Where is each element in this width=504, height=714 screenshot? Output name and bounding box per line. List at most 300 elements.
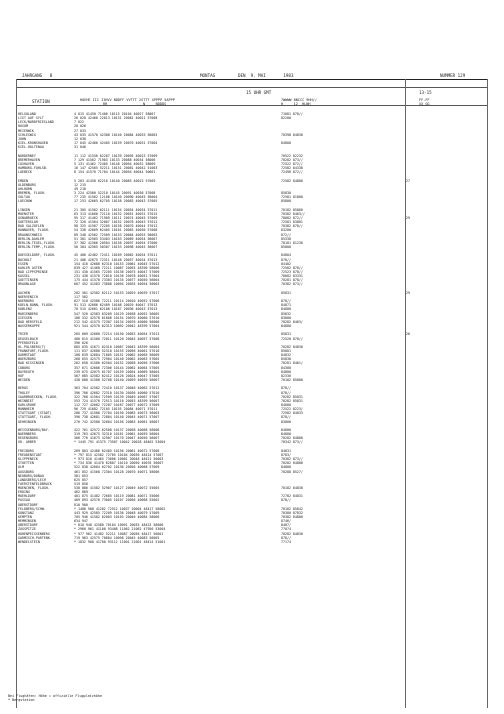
station-name: BERLIN-TEGEL,FLUGH. — [18, 240, 56, 245]
station-name: FRANKFURT,FLUGH. — [18, 348, 50, 353]
station-name: CUXHAVEN — [18, 161, 34, 166]
station-synop: 70382 873// — [281, 282, 303, 287]
station-observation: * 1445 791 41375 73507 10042 20028 48402 53004 — [74, 440, 166, 445]
station-synop: 70382 878// — [281, 224, 303, 229]
station-group — [18, 386, 488, 423]
station-synop: 70382 84800 — [281, 515, 303, 520]
frame-left — [16, 79, 17, 708]
station-synop: 72582 84330 — [281, 165, 303, 170]
station-observation: 286 737 41580 72704 10150 20083 40073 56003 — [74, 411, 160, 416]
station-observation: 607 452 41583 73808 10094 20035 40054 50003 — [74, 282, 160, 287]
station-observation: 322 708 41564 72509 10139 20049 40067 57007 — [74, 394, 160, 399]
station-observation: * 810 948 42580 70104 10091 20035 48423 58006 — [74, 523, 164, 528]
station-name: HOHENPEISSENBERG — [18, 531, 50, 536]
station-observation: 553 724 41576 72513 10116 20053 48399 56007 — [74, 398, 160, 403]
station-observation: 422 761 42572 62508 10137 20058 40068 56008 — [74, 427, 160, 432]
station-synop: 70182 84830 — [281, 486, 303, 491]
station-synop: 85830 — [281, 357, 291, 362]
station-name: MANNHEIM — [18, 407, 34, 412]
station-synop: 84800 — [281, 427, 291, 432]
station-observation: 11 112 41556 62207 10139 20095 40023 57009 — [74, 153, 158, 158]
station-observation: 27 033 — [74, 128, 86, 133]
station-synop: 83800 — [281, 315, 291, 320]
station-name: MUENCHEN, FLUGH. — [18, 486, 50, 491]
station-name: SAARBRUECKEN, FLUGH. — [18, 394, 58, 399]
station-observation: 319 763 42675 32310 10161 20061 40059 56004 — [74, 432, 160, 437]
station-name: BAD SALZUFLEN — [18, 224, 44, 229]
station-name: NORDERNEY — [18, 153, 36, 158]
station-observation: 117 502 — [74, 294, 88, 299]
station-name: SOLTAU — [18, 195, 30, 200]
station-synop: 85800 — [281, 244, 291, 249]
station-observation: 31 046 — [74, 145, 86, 150]
station-name: EMDEN — [18, 178, 28, 183]
station-row — [18, 282, 488, 286]
station-synop: 70380 87832 — [281, 510, 303, 515]
station-name: STUTTGART (STADT) — [18, 411, 52, 416]
station-observation: 705 946 41582 62003 10103 20046 40084 58006 — [74, 515, 160, 520]
station-name: WASSERKUPPE — [18, 323, 40, 328]
station-synop: 8487/ — [281, 523, 291, 528]
station-name: ESSEN — [18, 261, 28, 266]
station-synop: 878// — [281, 386, 291, 391]
station-synop: 70181 81230 — [281, 240, 303, 245]
station-observation: 108 639 42684 71805 10151 20062 40065 56009 — [74, 353, 160, 358]
station-synop: 72498 872// — [281, 170, 303, 175]
station-observation: 151 430 41565 72205 10136 20075 40047 57009 — [74, 269, 160, 274]
column-synop: 7WWWW 8NCCC 9HH// — [281, 98, 317, 102]
station-observation: 461 852 41560 72304 10128 20070 40071 58006 — [74, 469, 160, 474]
station-observation: 111 637 42680 52310 10155 20056 40061 57010 — [74, 348, 160, 353]
station-name: OSNABRUECK — [18, 215, 38, 220]
station-observation: 77 235 41562 12106 10140 20090 40045 58004 — [74, 195, 158, 200]
station-observation: 381 853 — [74, 473, 88, 478]
station-observation: 239 675 42675 61707 10159 20054 40069 56004 — [74, 369, 160, 374]
station-observation: 26 020 42460 22013 10131 20081 40021 57008 — [74, 116, 158, 121]
date-label: DEN 9. MAI 1983 — [238, 73, 294, 78]
station-name: STOETTEN — [18, 461, 34, 466]
station-name: DEUSELBACH — [18, 336, 38, 341]
station-name: OBERSTDORF — [18, 502, 38, 507]
station-synop: 72581 81800 — [281, 195, 303, 200]
station-name: HL.POLSBERG(T) — [18, 344, 46, 349]
station-observation: 16 147 42565 52211 10151 20081 40042 51003 — [74, 165, 158, 170]
station-observation: 567 685 42582 62412 10126 20024 40047 57005 — [74, 373, 160, 378]
station-synop: 70522 82232 — [281, 153, 303, 158]
station-observation: 12 038 — [74, 136, 86, 141]
station-observation: 28 026 — [74, 124, 86, 129]
station-name: FREUDENSTADT — [18, 452, 42, 457]
station-synop: 83800 — [281, 419, 291, 424]
station-group — [18, 208, 488, 249]
column-wind-sub: XX GG — [419, 102, 430, 106]
hours-range: 13-15 — [419, 90, 432, 95]
issue-number: NUMMER 129 — [440, 73, 466, 78]
station-observation: 805 635 41671 62410 10087 20043 48399 56004 — [74, 344, 160, 349]
station-name: WENDELSTEIN — [18, 539, 40, 544]
station-name: MEMMINGEN — [18, 519, 36, 524]
station-name: MUEHLDORF — [18, 494, 36, 499]
station-observation: 89 348 42562 72509 10153 20064 40053 56003 — [74, 232, 158, 237]
station-observation: 91 513 42686 62409 10168 20029 40047 57013 — [74, 303, 158, 308]
station-synop: 70282 84800 — [281, 461, 303, 466]
station-name: COBURG — [18, 365, 30, 370]
station-synop: 70398 84830 — [281, 132, 303, 137]
station-name: KOBLENZ — [18, 307, 32, 312]
station-group — [18, 253, 488, 286]
station-observation: 276 742 42580 32604 10156 20063 40061 56007 — [74, 419, 160, 424]
station-group — [18, 154, 488, 175]
station-name: ULM — [18, 465, 24, 470]
station-observation: 921 544 42570 62313 10092 20042 48399 57004 — [74, 323, 160, 328]
station-observation: 17 045 42466 42405 10159 20070 40031 57004 — [74, 140, 158, 145]
station-observation: 8 154 41570 71704 10144 20094 40044 50001 — [74, 170, 156, 175]
station-name: THOLEY — [18, 390, 30, 395]
volume-label: JAHRGANG 8 — [22, 73, 53, 78]
station-name: LINGEN — [18, 207, 30, 212]
station-observation: 262 658 41580 62504 10152 20058 40056 57006 — [74, 361, 160, 366]
station-observation: * 1832 980 41700 93112 11001 21001 48414 51001 — [74, 539, 166, 544]
station-synop: 70281 8461/ — [281, 361, 303, 366]
station-synop: 878// — [281, 535, 291, 540]
station-name: PFERDSFELD — [18, 340, 38, 345]
station-synop: 70382 873// — [281, 457, 303, 462]
station-synop: 78082 872// — [281, 215, 303, 220]
station-observation: 154 410 42686 62310 10153 20061 40045 57012 — [74, 261, 160, 266]
station-synop: 70182 85800 — [281, 377, 303, 382]
station-observation: 462 869 — [74, 490, 88, 495]
station-observation: 396 626 — [74, 340, 88, 345]
station-row — [18, 378, 488, 382]
station-synop: 70282 84830 — [281, 344, 303, 349]
station-observation: * 1486 908 41282 72512 10037 20004 48417 58002 — [74, 506, 166, 511]
station-observation: 265 609 42680 72214 10150 20053 40054 57013 — [74, 332, 160, 337]
station-name: WEINBIET — [18, 398, 34, 403]
station-synop: 82200 — [281, 116, 291, 121]
station-name: GIESSEN — [18, 315, 32, 320]
station-name: WEISSENBURG/BAY. — [18, 427, 50, 432]
station-observation: * 2960 961 41100 93408 11062 21062 47956 53004 — [74, 527, 166, 532]
station-name: ZUGSPITZE — [18, 527, 36, 532]
station-observation: 547 526 42583 63209 10129 20038 40052 56005 — [74, 311, 160, 316]
station-synop: 70182 85842 — [281, 506, 303, 511]
station-synop: 84832 — [281, 353, 291, 358]
station-name: MARIENBERG — [18, 311, 38, 316]
station-synop: 84800 — [281, 307, 291, 312]
footnote-airports: Bei Flughäfen: Höhe = offizielle Flugplatzhöhe — [8, 694, 102, 698]
station-name: OBERSTDORF — [18, 523, 38, 528]
station-observation: 438 688 41580 52708 10140 20059 40059 56007 — [74, 377, 160, 382]
station-name: DARMSTADT — [18, 353, 36, 358]
station-name: TRIER — [18, 332, 28, 337]
station-name: KEMPTEN — [18, 515, 32, 520]
station-name: KARLSRUHE — [18, 402, 36, 407]
station-name: KIEL-HOLTENAU — [18, 145, 44, 150]
station-synop: 85801 — [281, 348, 291, 353]
station-wind: 26 — [406, 332, 410, 337]
station-observation: 396 706 42682 72310 10130 20036 40060 57010 — [74, 390, 160, 395]
station-synop: 84402 — [281, 261, 291, 266]
station-synop: 84300 — [281, 365, 291, 370]
station-synop: 84800 — [281, 369, 291, 374]
station-name: KIEL-KRONSHAGEN — [18, 140, 48, 145]
station-name: AUGSBURG — [18, 469, 34, 474]
station-name: KONSTANZ — [18, 510, 34, 515]
station-synop: 70282 84830 — [281, 531, 303, 536]
header-rule-2 — [16, 87, 488, 88]
station-name: NUERBURG — [18, 299, 34, 304]
station-observation: 269 803 42486 62405 10156 20061 40072 57008 — [74, 448, 160, 453]
column-synop-sub: H 12 HLNH — [281, 102, 311, 106]
station-observation: 625 857 — [74, 477, 88, 482]
footnote-mountain: * Bergstation — [8, 698, 35, 703]
station-name: BREMERHAVEN — [18, 157, 40, 162]
station-name: NUERNBERG — [18, 432, 36, 437]
station-synop: 77074 — [281, 527, 291, 532]
station-name: AACHEN — [18, 290, 30, 295]
station-group — [18, 449, 488, 544]
station-observation: 401 875 41482 72605 10119 20081 40071 55006 — [74, 494, 160, 499]
station-observation: 43 035 41570 42308 10140 20084 40033 56003 — [74, 132, 158, 137]
station-name: BERLIN-TEMP.,FLUGH. — [18, 244, 56, 249]
station-observation: 4 015 41450 71406 10115 20104 40027 58007 — [74, 112, 156, 116]
station-name: GUETERSLOH — [18, 220, 38, 225]
station-name: JOHN — [18, 136, 26, 141]
station-synop: 72581 83801 — [281, 220, 303, 225]
station-synop: 8783/ — [281, 452, 291, 457]
station-synop: 70282 85831 — [281, 398, 303, 403]
station-observation: 45 400 42462 72411 10169 20062 40034 57011 — [74, 253, 158, 258]
station-synop: 72520 878// — [281, 336, 303, 341]
station-observation: 49 218 — [74, 186, 86, 191]
station-observation: 98 325 41567 72205 10158 20070 40044 57012 — [74, 224, 158, 229]
station-observation: 634 947 — [74, 519, 88, 524]
station-name: MUENSTER — [18, 211, 34, 216]
station-synop: 70281 878// — [281, 278, 303, 283]
station-synop: 872// — [281, 232, 291, 237]
station-name: MEIERWIK — [18, 128, 34, 133]
station-observation: 96 729 41682 72105 10155 20084 40071 57011 — [74, 407, 158, 412]
station-observation: 21 406 42675 72311 10148 20057 40034 57013 — [74, 257, 158, 262]
station-observation: 522 838 42684 62702 10136 20056 40068 57009 — [74, 465, 160, 470]
station-synop: 70382 8463// — [281, 211, 305, 216]
station-observation: 54 338 42669 62405 10161 20063 40050 57008 — [74, 228, 158, 233]
station-observation: * 977 962 41482 52211 10087 20056 48417 56001 — [74, 531, 164, 536]
station-name: BAD HERSFELD — [18, 319, 42, 324]
station-name: BERUS — [18, 386, 28, 391]
station-row — [18, 324, 488, 328]
station-observation: 186 532 42578 61608 10154 20070 40060 57010 — [74, 315, 160, 320]
station-observation: 719 963 42575 70804 10098 20045 40083 56005 — [74, 535, 160, 540]
station-group — [18, 332, 488, 382]
station-observation: 480 615 41580 72011 10120 20045 40057 57008 — [74, 336, 160, 341]
station-observation: 839 427 41460 72211 10087 20055 48390 58006 — [74, 265, 160, 270]
station-observation: 95 317 41462 71909 10111 20074 40045 57009 — [74, 215, 158, 220]
station-name: GARMISCH-PARTENK. — [18, 535, 52, 540]
station-name: REGENSBURG — [18, 436, 38, 441]
station-name: FUERSTENFELDBRUCK — [18, 481, 52, 486]
station-name: HOF — [18, 373, 24, 378]
station-group — [18, 428, 488, 445]
station-synop: 85832 — [281, 311, 291, 316]
column-observation: HOEHE III IIHVV NDDFF VVTTT 2STTT 4PPPP 5APPP — [80, 98, 175, 102]
station-observation: 70 515 42661 62108 10187 20036 40043 57013 — [74, 307, 158, 312]
station-observation: 5 203 41458 62216 10140 20085 40023 57009 — [74, 178, 156, 183]
station-synop: 70282 84800 — [281, 436, 303, 441]
station-name: BAYREUTH — [18, 369, 34, 374]
station-name: SCHLESWIG — [18, 132, 36, 137]
station-table — [18, 112, 488, 548]
station-observation: 366 776 41675 42907 10170 20047 40050 56007 — [74, 436, 160, 441]
station-name: GOETTINGEN — [18, 278, 38, 283]
station-synop: 878// — [281, 299, 291, 304]
station-name: LUECHOW — [18, 199, 32, 204]
station-name: FREIBURG — [18, 448, 34, 453]
station-synop: 878// — [281, 498, 291, 503]
header-top-rule — [16, 79, 488, 80]
station-observation: 112 727 42682 72207 10167 20077 40072 57009 — [74, 402, 160, 407]
station-synop: 77174 — [281, 539, 291, 544]
station-name: KAHLER ASTEN — [18, 265, 42, 270]
station-row — [18, 145, 488, 149]
station-observation: * 797 815 42582 72705 10104 20036 48414 57007 — [74, 452, 164, 457]
station-synop: 878// — [281, 415, 291, 420]
station-group — [18, 179, 488, 204]
station-group — [18, 112, 488, 149]
station-synop: 85800 — [281, 199, 291, 204]
station-name: LECK/NORDFRIESLAND — [18, 120, 54, 125]
station-synop: 70282 8463/ — [281, 319, 303, 324]
station-observation: 268 655 42575 72904 10140 20062 40063 57005 — [74, 357, 160, 362]
station-observation: 231 438 41570 72010 10136 20078 40051 57004 — [74, 274, 160, 279]
station-observation: 50 384 42565 50307 10153 20098 40045 56007 — [74, 244, 158, 249]
station-synop: 71081 878// — [281, 112, 303, 116]
station-synop: 878// — [281, 390, 291, 395]
station-name: BRAUNLAGE — [18, 282, 36, 287]
station-name: OEHRINGEN — [18, 419, 36, 424]
footnote — [8, 694, 102, 703]
column-observation-sub: RR N NDDDS — [103, 102, 167, 106]
station-observation: 3 224 42560 52210 10145 20091 40036 57008 — [74, 190, 156, 195]
station-synop: 84800 — [281, 432, 291, 437]
station-observation: 175 444 41570 73303 10135 20077 40050 56004 — [74, 278, 160, 283]
station-synop: 84831 — [281, 448, 291, 453]
station-synop: 85831 — [281, 290, 291, 295]
station-synop: 8746/ — [281, 519, 291, 524]
station-observation: 12 215 — [74, 182, 86, 187]
station-name: BAD LIPPSPRINGE — [18, 269, 48, 274]
station-observation: * 734 836 41470 62807 10110 20050 40076 56007 — [74, 461, 164, 466]
station-observation: 72 320 41564 32007 10152 20078 40043 57012 — [74, 220, 158, 225]
station-observation: 202 501 42582 62112 10153 20029 40039 57017 — [74, 290, 160, 295]
station-name: PASSAU — [18, 498, 30, 503]
station-observation: 530 866 41582 52907 10127 20049 40072 55005 — [74, 486, 160, 491]
station-name: HELGOLAND — [18, 112, 36, 116]
station-name: BERLIN-DAHLEM — [18, 236, 44, 241]
station-name: BRAUNSCHWEIG — [18, 232, 42, 237]
station-name: ERDING — [18, 490, 30, 495]
station-synop: 70282 873// — [281, 157, 303, 162]
station-observation: 212 542 41575 72307 10134 20076 40060 56000 — [74, 319, 160, 324]
station-name: OLDENBURG — [18, 182, 36, 187]
station-wind: 29 — [406, 290, 410, 295]
station-observation: 409 893 42570 73005 10107 20056 40068 55002 — [74, 498, 160, 503]
column-wind: FF-FF — [419, 98, 430, 102]
station-synop: 72582 878// — [281, 265, 303, 270]
station-name: KOELN-BONN, FLUGH. — [18, 303, 54, 308]
station-observation: 396 738 42681 72804 10140 20045 40071 57007 — [74, 415, 160, 420]
station-synop: 82330 — [281, 373, 291, 378]
station-observation: 7 022 — [74, 120, 84, 125]
station-name: WEIDEN — [18, 377, 30, 382]
weekday-label: MONTAG — [200, 73, 216, 78]
station-synop: 84800 — [281, 465, 291, 470]
station-observation: 21 305 41562 62111 10154 20054 40034 57011 — [74, 207, 158, 212]
station-observation: 7 129 41562 71903 10133 20088 40034 58006 — [74, 157, 156, 162]
station-name: KASSEL — [18, 274, 30, 279]
station-synop: 72522 872// — [281, 161, 303, 166]
station-group — [18, 291, 488, 328]
station-observation: 37 382 41566 20504 10156 20097 40054 57006 — [74, 240, 158, 245]
station-synop: 72523 878// — [281, 269, 303, 274]
station-synop: 84800 — [281, 140, 291, 145]
station-row — [18, 420, 488, 424]
station-row — [18, 440, 488, 444]
station-name: LANDSBERG/LECH — [18, 477, 46, 482]
station-synop: 85830 — [281, 190, 291, 195]
station-synop: 85330 — [281, 236, 291, 241]
station-name: BAD KISSINGEN — [18, 361, 44, 366]
station-name: HANNOVER, FLUGH. — [18, 228, 50, 233]
station-observation: 627 510 42586 72211 10114 20010 40052 57006 — [74, 299, 160, 304]
column-station: STATION — [32, 99, 50, 104]
station-name: LIST AUF SYLT — [18, 116, 44, 121]
station-row — [18, 245, 488, 249]
station-name: BOCHOLT — [18, 257, 32, 262]
station-synop: 878// — [281, 257, 291, 262]
station-name: NEUBURG/DONAU — [18, 473, 44, 478]
station-observation: 443 929 42585 72209 10136 20048 40079 57009 — [74, 510, 160, 515]
station-observation: 363 704 42582 72410 10137 20046 40062 57012 — [74, 386, 160, 391]
station-synop: 70182 85800 — [281, 207, 303, 212]
station-observation: 810 900 — [74, 502, 88, 507]
station-name: WUERZBURG — [18, 357, 36, 362]
station-name: AHLHORN — [18, 186, 32, 191]
observation-time: 15 UHR GMT — [246, 90, 272, 95]
station-name: DUESSELDORF, FLUGH. — [18, 253, 56, 258]
station-synop: 78082 83331 — [281, 274, 303, 279]
station-observation: 519 858 — [74, 481, 88, 486]
station-name: LUEBECK — [18, 170, 32, 175]
station-synop: 84800 — [281, 323, 291, 328]
station-row — [18, 199, 488, 203]
station-name: GR. ARBER — [18, 440, 36, 445]
station-synop: 72582 84800 — [281, 178, 303, 183]
station-synop: 72582 84833 — [281, 411, 303, 416]
station-row — [18, 540, 488, 544]
station-synop: 83200 — [281, 228, 291, 233]
station-synop: 70288 8527/ — [281, 469, 303, 474]
station-synop: 70282 85831 — [281, 394, 303, 399]
station-synop: 84871 — [281, 303, 291, 308]
station-name: BREMEN, FLUGH. — [18, 190, 46, 195]
station-synop: 72782 84831 — [281, 494, 303, 499]
station-synop: 85831 — [281, 332, 291, 337]
station-wind: 27 — [406, 178, 410, 183]
station-name: KLIPPENECK — [18, 457, 38, 462]
station-observation: * 973 818 41465 73006 10081 20048 48421 56003 — [74, 457, 164, 462]
station-name: HAMBURG-FUHLSB. — [18, 165, 48, 170]
